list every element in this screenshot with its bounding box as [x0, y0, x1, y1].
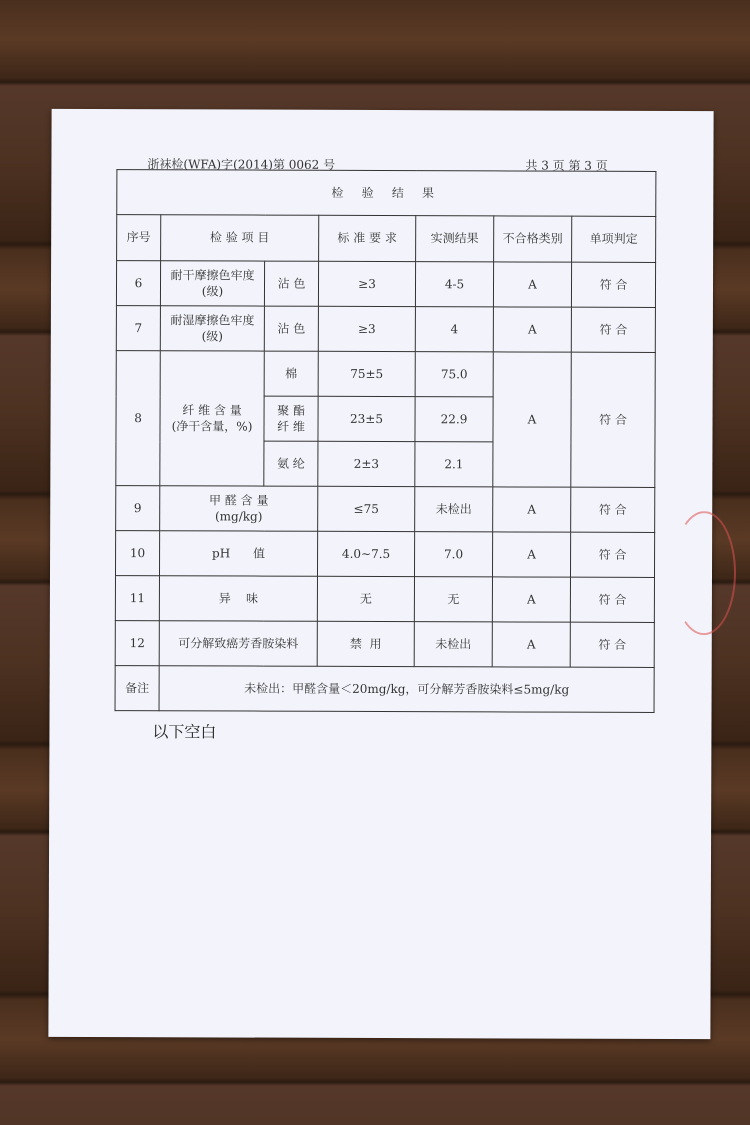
row-standard: 无: [317, 576, 414, 621]
col-header: 序号: [117, 215, 161, 261]
row-category: A: [492, 532, 570, 577]
row-category: A: [493, 487, 571, 532]
row-sub: 棉: [264, 351, 318, 396]
row-result: 22.9: [415, 397, 493, 442]
row-no: 6: [116, 261, 160, 306]
row-sub: 沾 色: [264, 261, 318, 306]
remarks-label: 备注: [115, 666, 159, 711]
row-item: 耐干摩擦色牢度 (级): [160, 261, 264, 306]
row-judgment: 符 合: [571, 307, 655, 352]
col-header: 实测结果: [416, 216, 494, 262]
row-judgment: 符 合: [570, 577, 654, 622]
col-header: 单项判定: [572, 216, 656, 262]
row-standard: 2±3: [318, 441, 415, 486]
red-seal-stamp: [672, 511, 736, 635]
row-result: 无: [414, 577, 492, 622]
table-row: [116, 261, 655, 308]
row-judgment: 符 合: [570, 622, 654, 667]
row-category: A: [493, 262, 571, 307]
row-no: 9: [116, 486, 160, 531]
row-standard: 23±5: [318, 396, 415, 441]
table-header-row: [117, 215, 656, 263]
row-item: 甲 醛 含 量 (mg/kg): [160, 486, 318, 532]
remarks-row: [115, 666, 654, 713]
row-item: 纤 维 含 量 (净干含量，%): [160, 351, 264, 486]
table-row: [116, 486, 655, 533]
col-header: 不合格类别: [494, 216, 572, 262]
row-result: 4: [415, 307, 493, 352]
results-table: [115, 169, 657, 713]
row-standard: ≥3: [318, 261, 415, 306]
row-result: 4-5: [415, 262, 493, 307]
table-row: [116, 351, 655, 398]
page-info: 共 3 页 第 3 页: [525, 158, 608, 173]
row-judgment: 符 合: [571, 262, 655, 307]
report-page: [48, 109, 713, 1039]
row-sub: 聚 酯 纤 维: [264, 396, 318, 441]
row-result: 75.0: [415, 352, 493, 397]
row-result: 未检出: [414, 622, 492, 667]
row-result: 7.0: [414, 532, 492, 577]
row-no: 7: [116, 306, 160, 351]
col-header: 标 准 要 求: [319, 215, 416, 261]
row-category: A: [493, 307, 571, 352]
table-row: [115, 621, 654, 668]
row-standard: ≥3: [318, 306, 415, 351]
row-standard: 禁 用: [317, 621, 414, 666]
row-category: A: [492, 577, 570, 622]
row-sub: 氨 纶: [264, 441, 318, 486]
row-result: 未检出: [415, 487, 493, 532]
table-row: [116, 306, 655, 353]
row-sub: 沾 色: [264, 306, 318, 351]
row-category: A: [492, 622, 570, 667]
remarks-text: 未检出：甲醛含量＜20mg/kg，可分解芳香胺染料≤5mg/kg: [159, 666, 654, 713]
row-standard: 75±5: [318, 351, 415, 396]
row-item: 耐湿摩擦色牢度 (级): [160, 306, 264, 351]
row-item: pH 值: [159, 531, 317, 577]
row-judgment: 符 合: [571, 487, 655, 532]
row-result: 2.1: [415, 442, 493, 487]
row-no: 10: [115, 531, 159, 576]
row-category: A: [493, 352, 571, 487]
table-row: [115, 576, 654, 623]
row-no: 8: [116, 351, 160, 486]
row-standard: ≤75: [318, 486, 415, 531]
row-judgment: 符 合: [571, 352, 656, 487]
row-standard: 4.0~7.5: [317, 531, 414, 576]
row-item: 可分解致癌芳香胺染料: [159, 621, 317, 667]
blank-note: 以下空白: [152, 722, 217, 742]
row-judgment: 符 合: [570, 532, 654, 577]
table-row: [115, 531, 654, 578]
row-item: 异 味: [159, 576, 317, 622]
row-no: 12: [115, 621, 159, 666]
report-number: 浙袜检(WFA)字(2014)第 0062 号: [147, 157, 336, 172]
col-header: 检 验 项 目: [161, 215, 319, 262]
row-no: 11: [115, 576, 159, 621]
table-title: 检 验 结 果: [117, 170, 656, 217]
